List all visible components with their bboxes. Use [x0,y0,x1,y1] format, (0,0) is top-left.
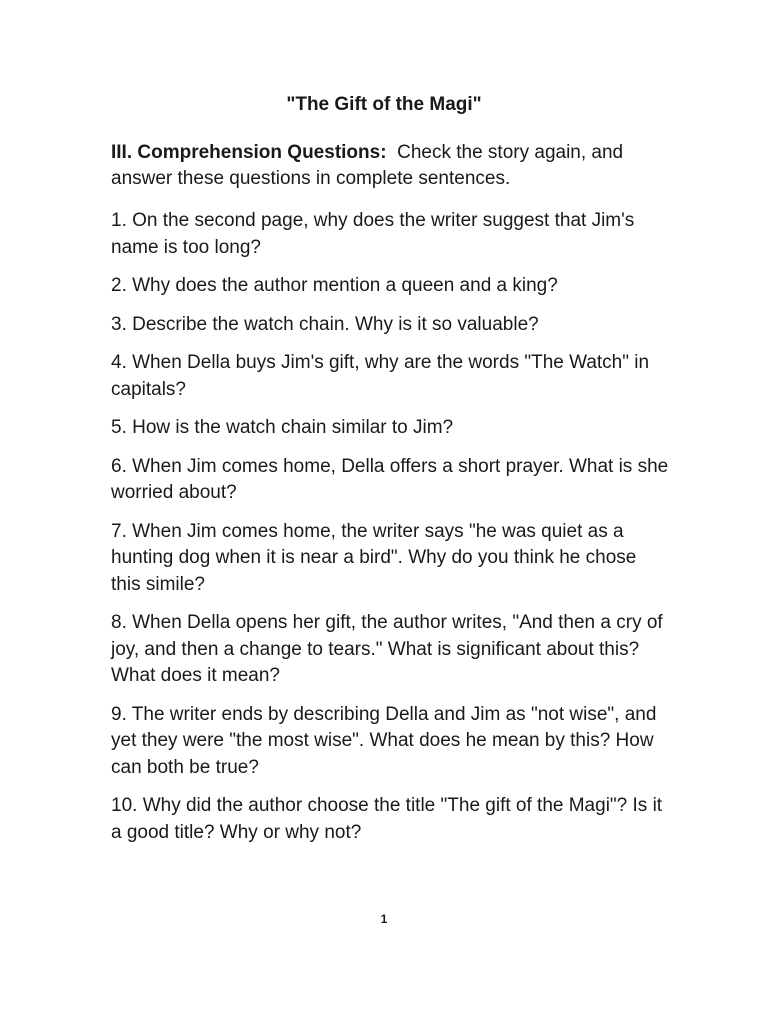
section-intro [111,140,671,192]
question-item: 8. When Della opens her gift, the author writes, "And then a cry of joy, and then a change to tears." What is significant about this? What does it mean? [111,612,663,686]
section-heading: III. Comprehension Questions: [111,142,387,163]
page-title: "The Gift of the Magi" [286,94,482,115]
question-item: 1. On the second page, why does the writer suggest that Jim's name is too long? [111,210,635,258]
question-list [111,208,671,858]
question-item: 9. The writer ends by describing Della and Jim as "not wise", and yet they were "the most wise". What does he mean by this? How can both be true? [111,703,657,778]
question-item: 5. How is the watch chain similar to Jim? [111,417,454,438]
question-item: 2. Why does the author mention a queen and a king? [111,275,558,296]
question-item: 7. When Jim comes home, the writer says "he was quiet as a hunting dog when it is near a bird". Why do you think he chose this simile? [111,520,637,595]
question-item: 4. When Della buys Jim's gift, why are the words "The Watch" in capitals? [111,352,650,400]
question-item: 6. When Jim comes home, Della offers a short prayer. What is she worried about? [111,455,669,503]
question-item: 10. Why did the author choose the title "The gift of the Magi"? Is it a good title? Why or why not? [111,795,663,843]
section-instructions: Check the story again, and answer these questions in complete sentences. [111,142,624,189]
page-number: 1 [380,912,388,926]
question-item: 3. Describe the watch chain. Why is it so valuable? [111,313,539,335]
